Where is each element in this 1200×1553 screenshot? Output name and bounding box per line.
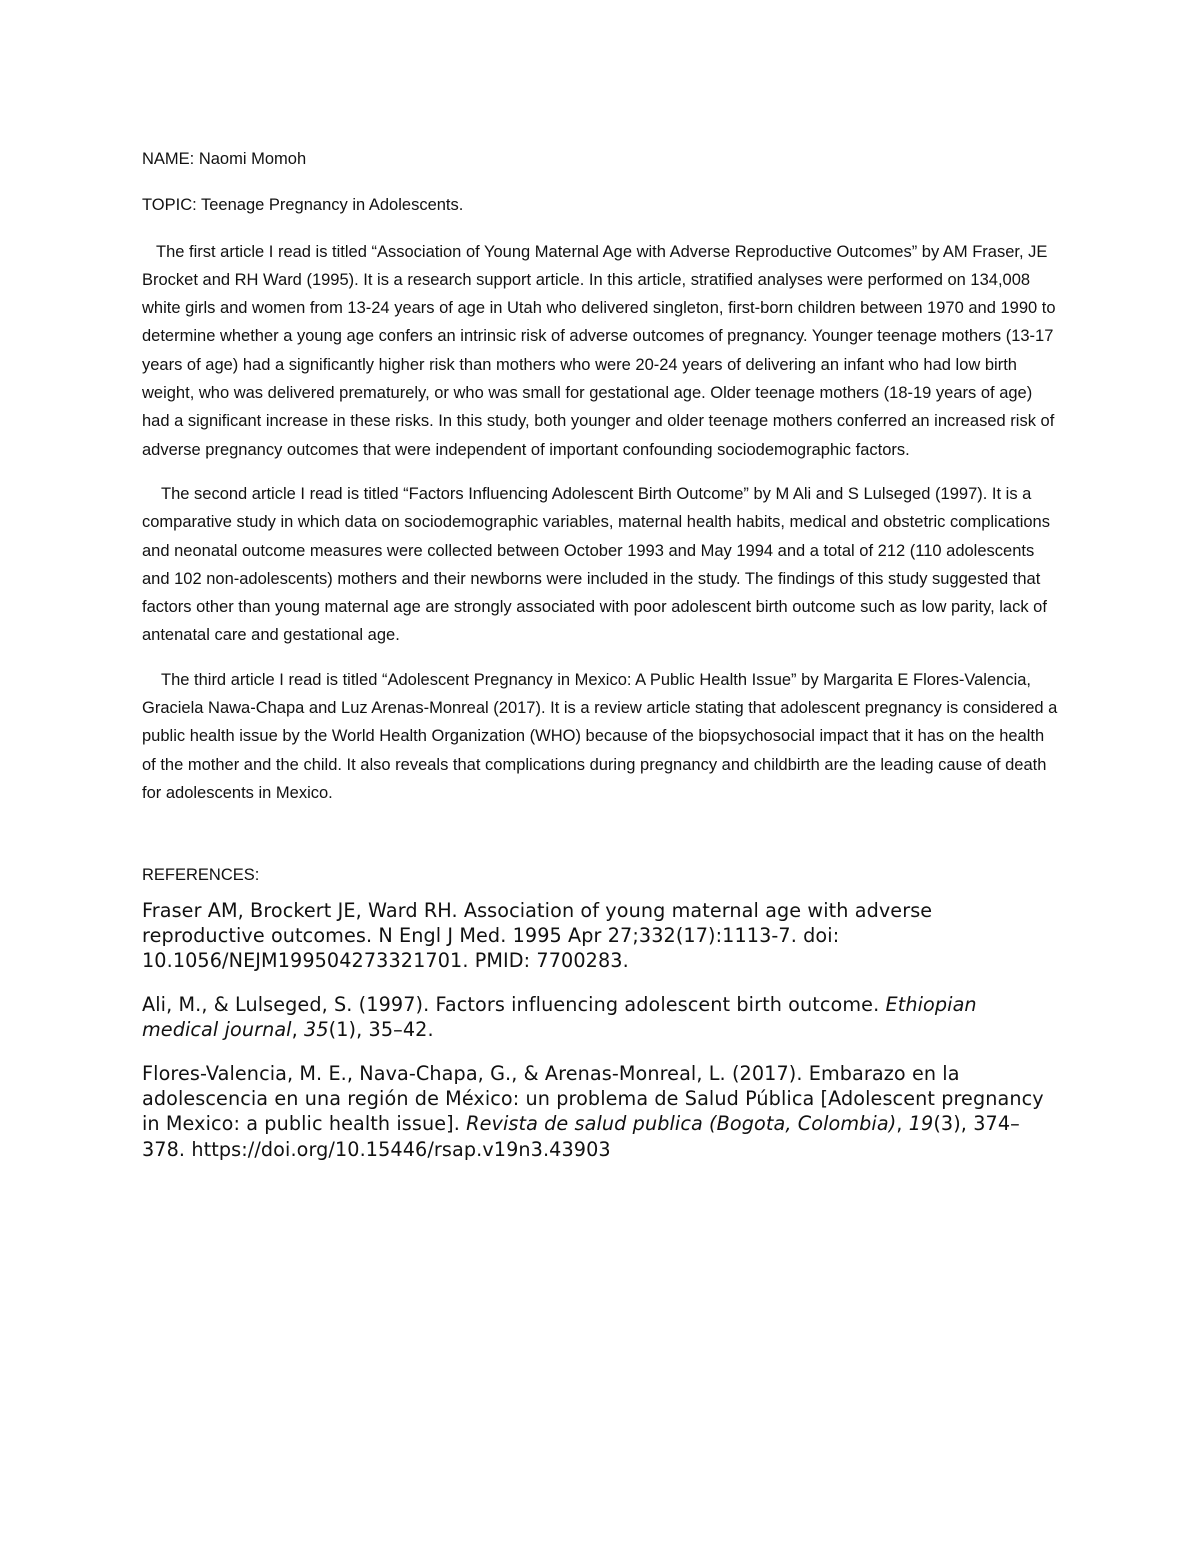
reference-flores-sep: ,	[896, 1112, 909, 1136]
reference-ali-pages: (1), 35–42.	[328, 1018, 434, 1042]
reference-ali-journal: Ethiopian medical journal	[142, 992, 977, 1042]
reference-fraser: Fraser AM, Brockert JE, Ward RH. Association of young maternal age with adverse reproductive outcomes. N Engl J Med. 1995 Apr 27;332(17):1113-7. doi: 10.1056/NEJM199504273321701. PMID: 7700283.	[142, 898, 933, 973]
reference-flores-journal: Revista de salud publica (Bogota, Colombia)	[466, 1112, 897, 1136]
reference-flores-valencia	[142, 1061, 1058, 1163]
paragraph-first-article: The first article I read is titled “Association of Young Maternal Age with Adverse Reproductive Outcomes” by AM Fraser, JE Brocket and RH Ward (1995). It is a research support article. In this article, stratified analyses were performed on 134,008 white girls and women from 13-24 years of age in Utah who delivered singleton, first-born children between 1970 and 1990 to determine whether a young age confers an intrinsic risk of adverse outcomes of pregnancy. Younger teenage mothers (13-17 years of age) had a significantly higher risk than mothers who were 20-24 years of delivering an infant who had low birth weight, who was delivered prematurely, or who was small for gestational age. Older teenage mothers (18-19 years of age) had a significant increase in these risks. In this study, both younger and older teenage mothers conferred an increased risk of adverse pregnancy outcomes that were independent of important confounding sociodemographic factors.	[142, 242, 1056, 459]
name-line: NAME: Naomi Momoh	[142, 150, 307, 168]
reference-ali	[142, 992, 1058, 1043]
paragraph-second-article: The second article I read is titled “Factors Influencing Adolescent Birth Outcome” by M Ali and S Lulseged (1997). It is a comparative study in which data on sociodemographic variables, maternal health habits, medical and obstetric complications and neonatal outcome measures were collected between October 1993 and May 1994 and a total of 212 (110 adolescents and 102 non-adolescents) mothers and their newborns were included in the study. The findings of this study suggested that factors other than young maternal age are strongly associated with poor adolescent birth outcome such as low parity, lack of antenatal care and gestational age.	[142, 484, 1050, 645]
reference-flores-pages: (3), 374–378. https://doi.org/10.15446/rsap.v19n3.43903	[142, 1112, 1020, 1161]
references-heading: REFERENCES:	[142, 866, 260, 885]
reference-flores-volume: 19	[908, 1112, 934, 1136]
reference-ali-sep: ,	[291, 1018, 305, 1042]
reference-ali-volume: 35	[304, 1018, 329, 1042]
reference-ali-text: Ali, M., & Lulseged, S. (1997). Factors influencing adolescent birth outcome.	[142, 992, 886, 1016]
document-content	[142, 145, 1058, 1180]
paragraph-third-article: The third article I read is titled “Adolescent Pregnancy in Mexico: A Public Health Issue” by Margarita E Flores-Valencia, Graciela Nawa-Chapa and Luz Arenas-Monreal (2017). It is a review article stating that adolescent pregnancy is considered a public health issue by the World Health Organization (WHO) because of the biopsychosocial impact that it has on the health of the mother and the child. It also reveals that complications during pregnancy and childbirth are the leading cause of death for adolescents in Mexico.	[142, 670, 1058, 802]
reference-flores-text: Flores-Valencia, M. E., Nava-Chapa, G., & Arenas-Monreal, L. (2017). Embarazo en la adolescencia en una región de México: un problema de Salud Pública [Adolescent pregnancy in Mexico: a public health issue].	[142, 1061, 1044, 1136]
topic-line: TOPIC: Teenage Pregnancy in Adolescents.	[142, 196, 464, 215]
